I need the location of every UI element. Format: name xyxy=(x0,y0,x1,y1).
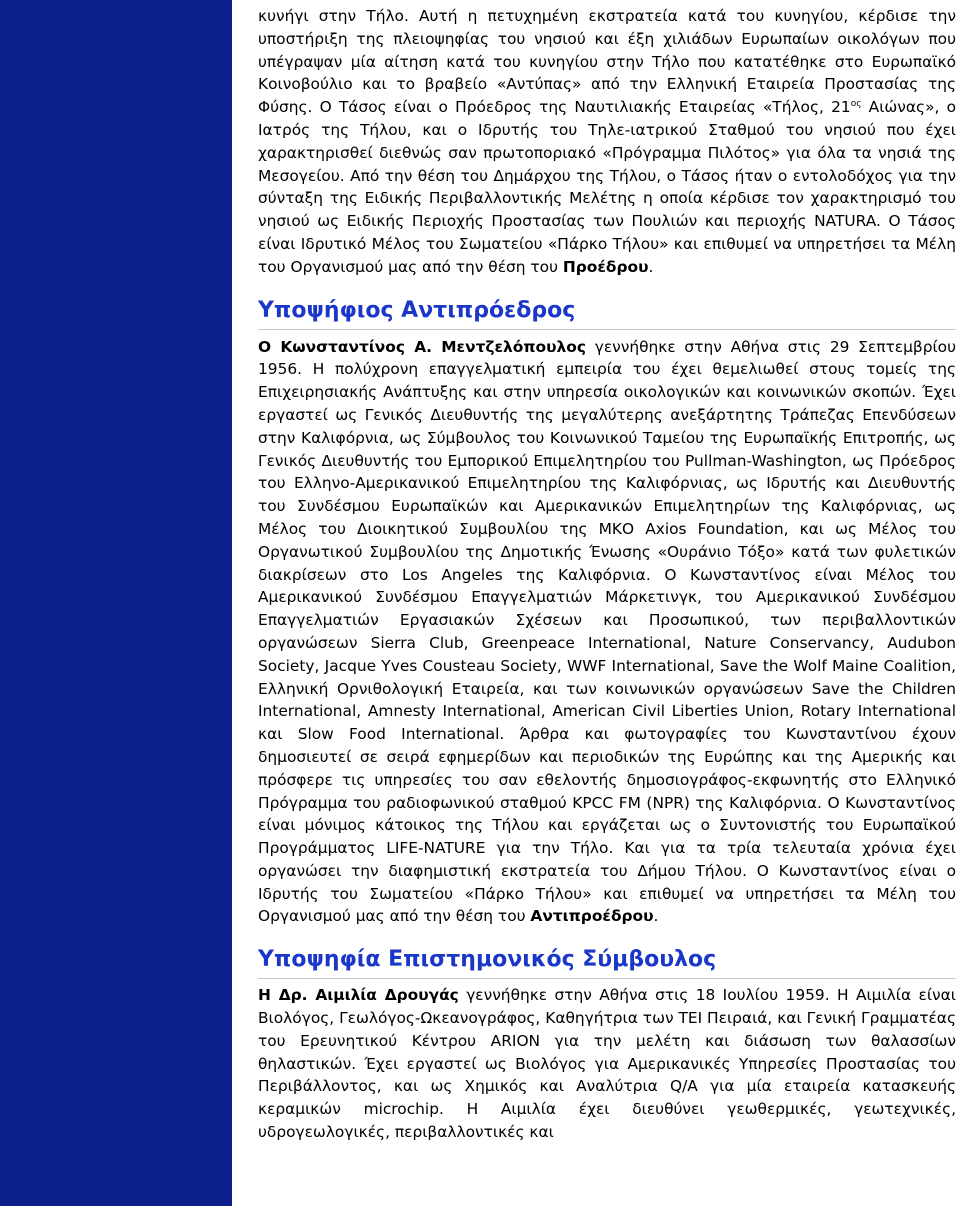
scientific-advisor-heading: Υποψηφία Επιστημονικός Σύμβουλος xyxy=(258,945,956,979)
intro-text-part2: Αιώνας», ο Ιατρός της Τήλου, και ο Ιδρυτής του Τηλε-ιατρικού Σταθμού του νησιού που έχει χαρακτηρισθεί διεθνώς σαν πρωτοποριακό «Πρόγραμμα Πιλότος» για όλα τα νησιά της Μεσογείου. Από την θέση του Δημάρχου της Τήλου, ο Τάσος ήταν ο εντολοδόχος για την σύνταξη της Ειδικής Περιβαλλοντικής Μελέτης η οποία κέρδισε τον χαρακτηρισμό του νησιού ως Ειδικής Περιοχής Προστασίας των Πουλιών και περιοχής NATURA. Ο Τάσος είναι Ιδρυτικό Μέλος του Σωματείου «Πάρκο Τήλου» και επιθυμεί να υπηρετήσει τα Μέλη του Οργανισμού μας από την θέση του xyxy=(258,98,956,276)
scientific-advisor-name: Η Δρ. Αιμιλία Δρουγάς xyxy=(258,986,459,1005)
vice-president-paragraph xyxy=(258,336,956,929)
vice-president-name: Ο Κωνσταντίνος Α. Μεντζελόπουλος xyxy=(258,337,586,356)
scientific-advisor-paragraph xyxy=(258,984,956,1144)
intro-end-punct: . xyxy=(648,257,654,276)
intro-paragraph xyxy=(258,5,956,279)
intro-role-bold: Προέδρου xyxy=(562,257,649,276)
intro-text-part1: κυνήγι στην Τήλο. Αυτή η πετυχημένη εκστρατεία κατά του κυνηγίου, κέρδισε την υποστήριξη της πλειοψηφίας του νησιού και έξη χιλιάδων Ευρωπαίων οικολόγων που υπέγραψαν μία αίτηση κατά του κυνηγίου στην Τήλο που κατατέθηκε στο Ευρωπαϊκό Κοινοβούλιο και το βραβείο «Αντύπας» από την Ελληνική Εταιρεία Προστασίας της Φύσης. Ο Τάσος είναι ο Πρόεδρος της Ναυτιλιακής Εταιρείας «Τήλος, 21 xyxy=(258,7,956,117)
left-sidebar-bar xyxy=(0,0,232,1206)
ordinal-superscript: ος xyxy=(850,99,862,110)
vice-president-role-bold: Αντιπροέδρου xyxy=(530,907,654,926)
vice-president-end-punct: . xyxy=(653,907,659,926)
scientific-advisor-text: γεννήθηκε στην Αθήνα στις 18 Ιουλίου 1959. Η Αιμιλία είναι Βιολόγος, Γεωλόγος-Ωκεανογράφος, Καθηγήτρια των ΤΕΙ Πειραιά, και Γενική Γραμματέας του Ερευνητικού Κέντρου ARION για την μελέτη και διάσωση των θαλασσίων θηλαστικών. Έχει εργαστεί ως Βιολόγος για Αμερικανικές Υπηρεσίες Προστασίας του Περιβάλλοντος, και ως Χημικός και Αναλύτρια Q/A για μία εταιρεία κατασκευής κεραμικών microchip. Η Αιμιλία έχει διευθύνει γεωθερμικές, γεωτεχνικές, υδρογεωλογικές, περιβαλλοντικές και xyxy=(258,986,956,1142)
document-body xyxy=(258,0,956,1144)
vice-president-heading: Υποψήφιος Αντιπρόεδρος xyxy=(258,296,956,330)
vice-president-text: γεννήθηκε στην Αθήνα στις 29 Σεπτεμβρίου 1956. Η πολύχρονη επαγγελματική εμπειρία του έχει θεμελιωθεί στους τομείς της Επιχειρησιακής Ανάπτυξης και στην υπηρεσία οικολογικών και κοινωνικών σκοπών. Έχει εργαστεί ως Γενικός Διευθυντής της μεγαλύτερης ανεξάρτητης Τράπεζας Επενδύσεων στην Καλιφόρνια, ως Σύμβουλος του Κοινωνικού Ταμείου της Ευρωπαϊκής Επιτροπής, ως Γενικός Διευθυντής του Εμπορικού Επιμελητηρίου του Pullman-Washington, ως Πρόεδρος του Ελληνο-Αμερικανικού Επιμελητηρίου της Καλιφόρνιας, ως Ιδρυτής και Διευθυντής του Συνδέσμου Ευρωπαϊκών και Αμερικανικών Επιμελητηρίων της Καλιφόρνιας, ως Μέλος του Διοικητικού Συμβουλίου της ΜΚΟ Axios Foundation, και ως Μέλος του Οργανωτικού Συμβουλίου της Δημοτικής Ένωσης «Ουράνιο Τόξο» κατά των φυλετικών διακρίσεων στο Los Angeles της Καλιφόρνια. Ο Κωνσταντίνος είναι Μέλος του Αμερικανικού Συνδέσμου Επαγγελματιών Μάρκετινγκ, του Αμερικανικού Συνδέσμου Επαγγελματιών Εργασιακών Σχέσεων και Προσωπικού, των περιβαλλοντικών οργανώσεων Sierra Club, Greenpeace International, Nature Conservancy, Audubon Society, Jacque Yves Cousteau Society, WWF International, Save the Wolf Maine Coalition, Ελληνική Ορνιθολογική Εταιρεία, και των κοινωνικών οργανώσεων Save the Children International, Amnesty International, American Civil Liberties Union, Rotary International και Slow Food International. Άρθρα και φωτογραφίες του Κωνσταντίνου έχουν δημοσιευτεί σε σειρά εφημερίδων και περιοδικών της Ευρώπης και της Αμερικής και πρόσφερε τις υπηρεσίες του σαν εθελοντής δημοσιογράφος-εκφωνητής στο Ελληνικό Πρόγραμμα του ραδιοφωνικού σταθμού KPCC FM (NPR) της Καλιφόρνια. Ο Κωνσταντίνος είναι μόνιμος κάτοικος της Τήλου και εργάζεται ως ο Συντονιστής του Ευρωπαϊκού Προγράμματος LIFE-NATURE για την Τήλο. Και για τα τρία τελευταία χρόνια έχει οργανώσει την διαφημιστική εκστρατεία του Δήμου Τήλου. Ο Κωνσταντίνος είναι ο Ιδρυτής του Σωματείου «Πάρκο Τήλου» και επιθυμεί να υπηρετήσει τα Μέλη του Οργανισμού μας από την θέση του xyxy=(258,337,956,926)
